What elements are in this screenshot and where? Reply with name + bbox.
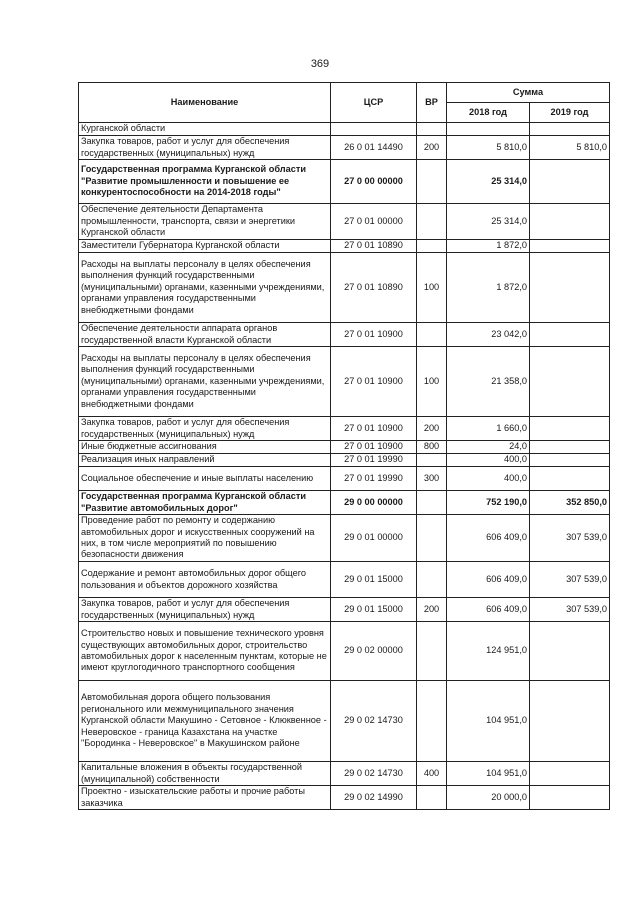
row-csr: 27 0 01 19990 — [331, 454, 417, 467]
table-row — [79, 562, 610, 598]
table-row — [79, 347, 610, 417]
table-row — [79, 323, 610, 347]
row-amount-2019 — [530, 417, 610, 441]
header-csr: ЦСР — [331, 83, 417, 123]
header-year-2019: 2019 год — [530, 103, 610, 123]
header-year-2018: 2018 год — [447, 103, 530, 123]
budget-table — [78, 82, 610, 810]
row-csr: 27 0 01 10900 — [331, 417, 417, 441]
row-csr: 29 0 02 14990 — [331, 786, 417, 810]
row-csr: 29 0 00 00000 — [331, 491, 417, 515]
row-csr: 27 0 01 00000 — [331, 204, 417, 240]
table-row — [79, 123, 610, 136]
row-vr — [417, 454, 447, 467]
row-amount-2019 — [530, 347, 610, 417]
row-vr — [417, 491, 447, 515]
row-csr: 27 0 01 10890 — [331, 253, 417, 323]
row-amount-2018: 752 190,0 — [447, 491, 530, 515]
row-amount-2018: 124 951,0 — [447, 622, 530, 681]
row-amount-2019 — [530, 240, 610, 253]
row-name: Капитальные вложения в объекты государственной (муниципальной) собственности — [79, 762, 331, 786]
row-amount-2018: 104 951,0 — [447, 681, 530, 762]
row-vr — [417, 160, 447, 204]
row-csr: 26 0 01 14490 — [331, 136, 417, 160]
row-amount-2018: 1 872,0 — [447, 253, 530, 323]
row-amount-2019 — [530, 160, 610, 204]
row-vr: 100 — [417, 347, 447, 417]
row-name: Расходы на выплаты персоналу в целях обеспечения выполнения функций государственными (муниципальными) органами, казенными учреждениями, органами управления государственными внебюджетными фондами — [79, 253, 331, 323]
row-vr — [417, 562, 447, 598]
row-csr: 27 0 00 00000 — [331, 160, 417, 204]
row-amount-2018: 23 042,0 — [447, 323, 530, 347]
table-row — [79, 160, 610, 204]
row-name: Автомобильная дорога общего пользования регионального или межмуниципального значения Курганской области Макушино - Сетовное - Клюквенное - Неверовское - граница Казахстана на участке "Бородинка - Неверовское" в Макушинском районе — [79, 681, 331, 762]
row-name: Строительство новых и повышение технического уровня существующих автомобильных дорог, строительство автомобильных дорог к населенным пунктам, которые не имеют круглогодичного транспортного сообщения — [79, 622, 331, 681]
table-row — [79, 515, 610, 562]
row-csr: 29 0 02 14730 — [331, 762, 417, 786]
row-name: Курганской области — [79, 123, 331, 136]
header-name: Наименование — [79, 83, 331, 123]
row-csr: 29 0 01 15000 — [331, 598, 417, 622]
table-row — [79, 762, 610, 786]
row-amount-2019: 307 539,0 — [530, 515, 610, 562]
row-vr — [417, 681, 447, 762]
row-vr — [417, 515, 447, 562]
row-amount-2018: 606 409,0 — [447, 562, 530, 598]
row-vr: 100 — [417, 253, 447, 323]
row-csr: 29 0 01 00000 — [331, 515, 417, 562]
row-amount-2019 — [530, 123, 610, 136]
row-amount-2019: 307 539,0 — [530, 562, 610, 598]
row-name: Расходы на выплаты персоналу в целях обеспечения выполнения функций государственными (муниципальными) органами, казенными учреждениями, органами управления государственными внебюджетными фондами — [79, 347, 331, 417]
row-vr — [417, 240, 447, 253]
row-amount-2018: 606 409,0 — [447, 598, 530, 622]
row-name: Социальное обеспечение и иные выплаты населению — [79, 467, 331, 491]
row-amount-2018: 400,0 — [447, 454, 530, 467]
row-amount-2019 — [530, 253, 610, 323]
row-vr: 300 — [417, 467, 447, 491]
row-vr: 200 — [417, 136, 447, 160]
row-vr: 400 — [417, 762, 447, 786]
table-row — [79, 204, 610, 240]
row-amount-2019 — [530, 323, 610, 347]
row-vr — [417, 786, 447, 810]
table-row — [79, 622, 610, 681]
row-amount-2018: 21 358,0 — [447, 347, 530, 417]
row-csr: 27 0 01 10890 — [331, 240, 417, 253]
row-amount-2019: 352 850,0 — [530, 491, 610, 515]
row-csr — [331, 123, 417, 136]
row-csr: 29 0 01 15000 — [331, 562, 417, 598]
table-row — [79, 240, 610, 253]
row-amount-2019: 5 810,0 — [530, 136, 610, 160]
table-row — [79, 417, 610, 441]
row-name: Закупка товаров, работ и услуг для обеспечения государственных (муниципальных) нужд — [79, 417, 331, 441]
row-amount-2019 — [530, 762, 610, 786]
table-row — [79, 441, 610, 454]
row-amount-2019 — [530, 786, 610, 810]
row-name: Государственная программа Курганской области "Развитие автомобильных дорог" — [79, 491, 331, 515]
row-amount-2019 — [530, 622, 610, 681]
table-row — [79, 786, 610, 810]
table-row — [79, 454, 610, 467]
row-csr: 29 0 02 00000 — [331, 622, 417, 681]
row-amount-2019 — [530, 454, 610, 467]
row-name: Иные бюджетные ассигнования — [79, 441, 331, 454]
row-amount-2018: 25 314,0 — [447, 204, 530, 240]
row-vr: 200 — [417, 598, 447, 622]
row-name: Содержание и ремонт автомобильных дорог общего пользования и объектов дорожного хозяйства — [79, 562, 331, 598]
table-row — [79, 598, 610, 622]
row-csr: 27 0 01 19990 — [331, 467, 417, 491]
table-row — [79, 467, 610, 491]
row-vr — [417, 123, 447, 136]
row-amount-2018: 20 000,0 — [447, 786, 530, 810]
header-sum: Сумма — [447, 83, 610, 103]
row-name: Закупка товаров, работ и услуг для обеспечения государственных (муниципальных) нужд — [79, 136, 331, 160]
table-row — [79, 681, 610, 762]
row-amount-2018: 1 660,0 — [447, 417, 530, 441]
table-row — [79, 253, 610, 323]
row-amount-2019 — [530, 204, 610, 240]
row-csr: 27 0 01 10900 — [331, 323, 417, 347]
row-amount-2019 — [530, 441, 610, 454]
table-body — [79, 123, 610, 810]
row-vr — [417, 204, 447, 240]
row-name: Реализация иных направлений — [79, 454, 331, 467]
row-amount-2018: 5 810,0 — [447, 136, 530, 160]
row-amount-2018: 25 314,0 — [447, 160, 530, 204]
row-amount-2018: 606 409,0 — [447, 515, 530, 562]
row-name: Заместители Губернатора Курганской области — [79, 240, 331, 253]
table-header — [79, 83, 610, 123]
row-vr: 800 — [417, 441, 447, 454]
row-amount-2018: 24,0 — [447, 441, 530, 454]
page-number: 369 — [310, 58, 330, 70]
row-vr — [417, 323, 447, 347]
table-row — [79, 491, 610, 515]
header-vr: ВР — [417, 83, 447, 123]
table-row — [79, 136, 610, 160]
row-name: Обеспечение деятельности Департамента промышленности, транспорта, связи и энергетики Курганской области — [79, 204, 331, 240]
row-csr: 27 0 01 10900 — [331, 347, 417, 417]
row-amount-2018: 1 872,0 — [447, 240, 530, 253]
row-name: Закупка товаров, работ и услуг для обеспечения государственных (муниципальных) нужд — [79, 598, 331, 622]
row-amount-2018: 104 951,0 — [447, 762, 530, 786]
row-amount-2018: 400,0 — [447, 467, 530, 491]
row-name: Обеспечение деятельности аппарата органов государственной власти Курганской области — [79, 323, 331, 347]
row-amount-2019 — [530, 467, 610, 491]
row-csr: 29 0 02 14730 — [331, 681, 417, 762]
row-name: Проведение работ по ремонту и содержанию автомобильных дорог и искусственных сооружений на них, в том числе мероприятий по повышению безопасности движения — [79, 515, 331, 562]
row-name: Проектно - изыскательские работы и прочие работы заказчика — [79, 786, 331, 810]
row-name: Государственная программа Курганской области "Развитие промышленности и повышение ее конкурентоспособности на 2014-2018 годы" — [79, 160, 331, 204]
row-amount-2019 — [530, 681, 610, 762]
row-amount-2018 — [447, 123, 530, 136]
row-vr: 200 — [417, 417, 447, 441]
row-csr: 27 0 01 10900 — [331, 441, 417, 454]
row-amount-2019: 307 539,0 — [530, 598, 610, 622]
row-vr — [417, 622, 447, 681]
